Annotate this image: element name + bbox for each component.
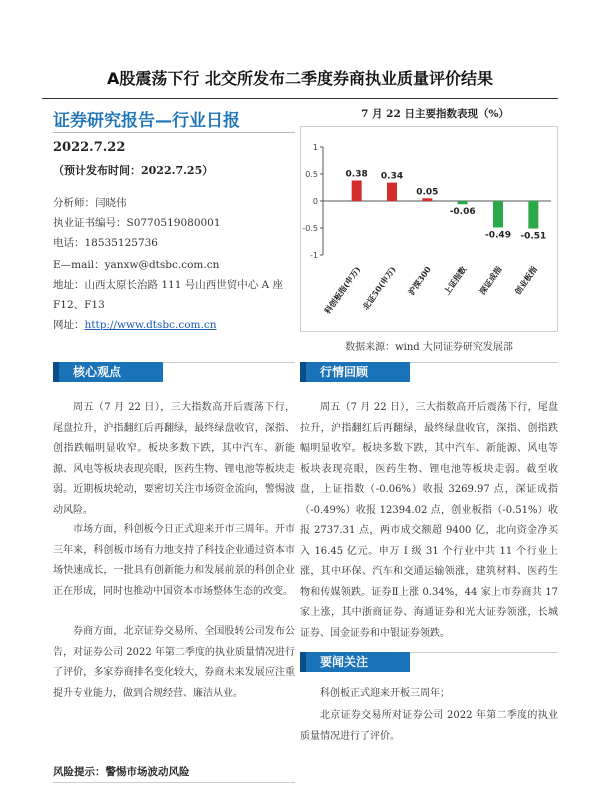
y-tick-label: 0 [312,197,318,206]
risk-divider [53,782,295,783]
bar [528,201,538,229]
category-label: 科创板指(申万) [322,264,363,316]
bar-value-label: 0.34 [380,171,404,182]
headline-divider [42,98,558,99]
bar [387,183,397,201]
analyst-address: 地址：山西太原长治路 111 号山西世贸中心 A 座 [53,279,283,291]
report-type-label: 证券研究报告—行业日报 [53,111,240,131]
bar [493,201,503,227]
report-date: 2022.7.22 [53,140,126,155]
category-label: 北证50(申万) [360,264,398,312]
category-label: 深证成指 [477,264,504,297]
report-type-divider [53,132,295,133]
y-tick-label: -0.5 [302,224,318,233]
bar-value-label: 0.05 [416,187,439,198]
market-review-paragraph: 周五（7 月 22 日），三大指数高开后震荡下行，尾盘拉升，沪指翻红后再翻绿，最终绿盘收官，深指、创指跌幅明显收窄。板块多数下跌，其中汽车、新能源、风电等板块表现亮眼，医药生物、锂电池等板块走弱。截至收盘，上证指数（-0.06%）收报 3269.97 点，深证成指（-0.49%）收报 12394.02 点，创业板指（-0.51%）收报 2737.31 点，两市成交额超 9400 亿，北向资金净买入 16.45 亿元。申万 I 级 31 个行业中共 11 个行业上涨，其中环保、汽车和交通运输领涨，建筑材料、医药生物和传媒领跌。证券Ⅱ上涨 0.34%，44 家上市券商共 17 家上涨，其中浙商证券、海通证券和光大证券领涨，长城证券、国金证券和中银证券领跌。 [300,402,558,639]
category-label: 创业板指 [512,264,539,297]
bar [422,198,432,201]
bar [458,201,468,204]
bar-value-label: -0.51 [520,231,547,242]
report-headline: A股震荡下行 北交所发布二季度券商执业质量评价结果 [107,69,493,88]
chart-title: 7 月 22 日主要指数表现（%） [361,108,509,120]
analyst-cert: 执业证书编号：S0770519080001 [53,217,221,229]
core-view-paragraph-1: 周五（7 月 22 日），三大指数高开后震荡下行，尾盘拉升，沪指翻红后再翻绿，最终绿盘收官，深指、创指跌幅明显收窄。板块多数下跌，其中汽车、新能源、风电等板块表现亮眼，医药生物、锂电池等板块走弱。近期板块轮动，要密切关注市场资金流向，警惕波动风险。 [53,402,295,516]
chart-source: 数据来源：wind 大同证券研究发展部 [345,342,513,353]
chart-canvas [301,127,559,333]
analyst-name: 分析师：闫晓伟 [53,197,127,209]
core-view-paragraph-3: 券商方面，北京证券交易所、全国股转公司发布公告，对证券公司 2022 年第二季度的执业质量情况进行了评价，多家券商排名变化较大，券商未来发展应注重提升专业能力，做到合规经营、廉洁从业。 [53,626,295,699]
bar [352,180,362,201]
bar-value-label: 0.38 [345,169,368,180]
website-label: 网址： [53,319,85,331]
risk-warning: 风险提示：警惕市场波动风险 [53,766,190,778]
analyst-email: E—mail：yanxw@dtsbc.com.cn [53,259,220,271]
analyst-website [53,317,217,332]
analyst-phone: 电话：18535125736 [53,237,158,249]
category-label: 上证指数 [441,264,469,297]
publish-time: （预计发布时间：2022.7.25） [53,164,214,177]
news-item-1: 科创板正式迎来开板三周年； [320,688,450,699]
y-tick-label: 1 [312,143,318,152]
news-item-2: 北京证券交易所对证券公司 2022 年第二季度的执业质量情况进行了评价。 [300,710,558,742]
analyst-address-cont: F12、F13 [53,299,105,311]
website-link[interactable]: http://www.dtsbc.com.cn [84,319,217,331]
section-header-news-focus: 要闻关注 [300,652,410,672]
index-performance-chart [300,126,558,332]
section-header-core-view: 核心观点 [53,362,163,382]
core-view-paragraph-2: 市场方面，科创板今日正式迎来开市三周年。开市三年来，科创板市场有力地支持了科技企业通过资本市场快速成长，一批具有创新能力和发展前景的科创企业正在形成，同时也推动中国资本市场整体生态的改变。 [53,524,295,597]
section-header-market-review: 行情回顾 [300,362,410,382]
bar-value-label: -0.06 [449,207,476,218]
y-tick-label: -1 [310,251,318,260]
y-tick-label: 0.5 [305,170,318,179]
bar-value-label: -0.49 [485,230,511,241]
category-label: 沪深300 [406,264,433,297]
